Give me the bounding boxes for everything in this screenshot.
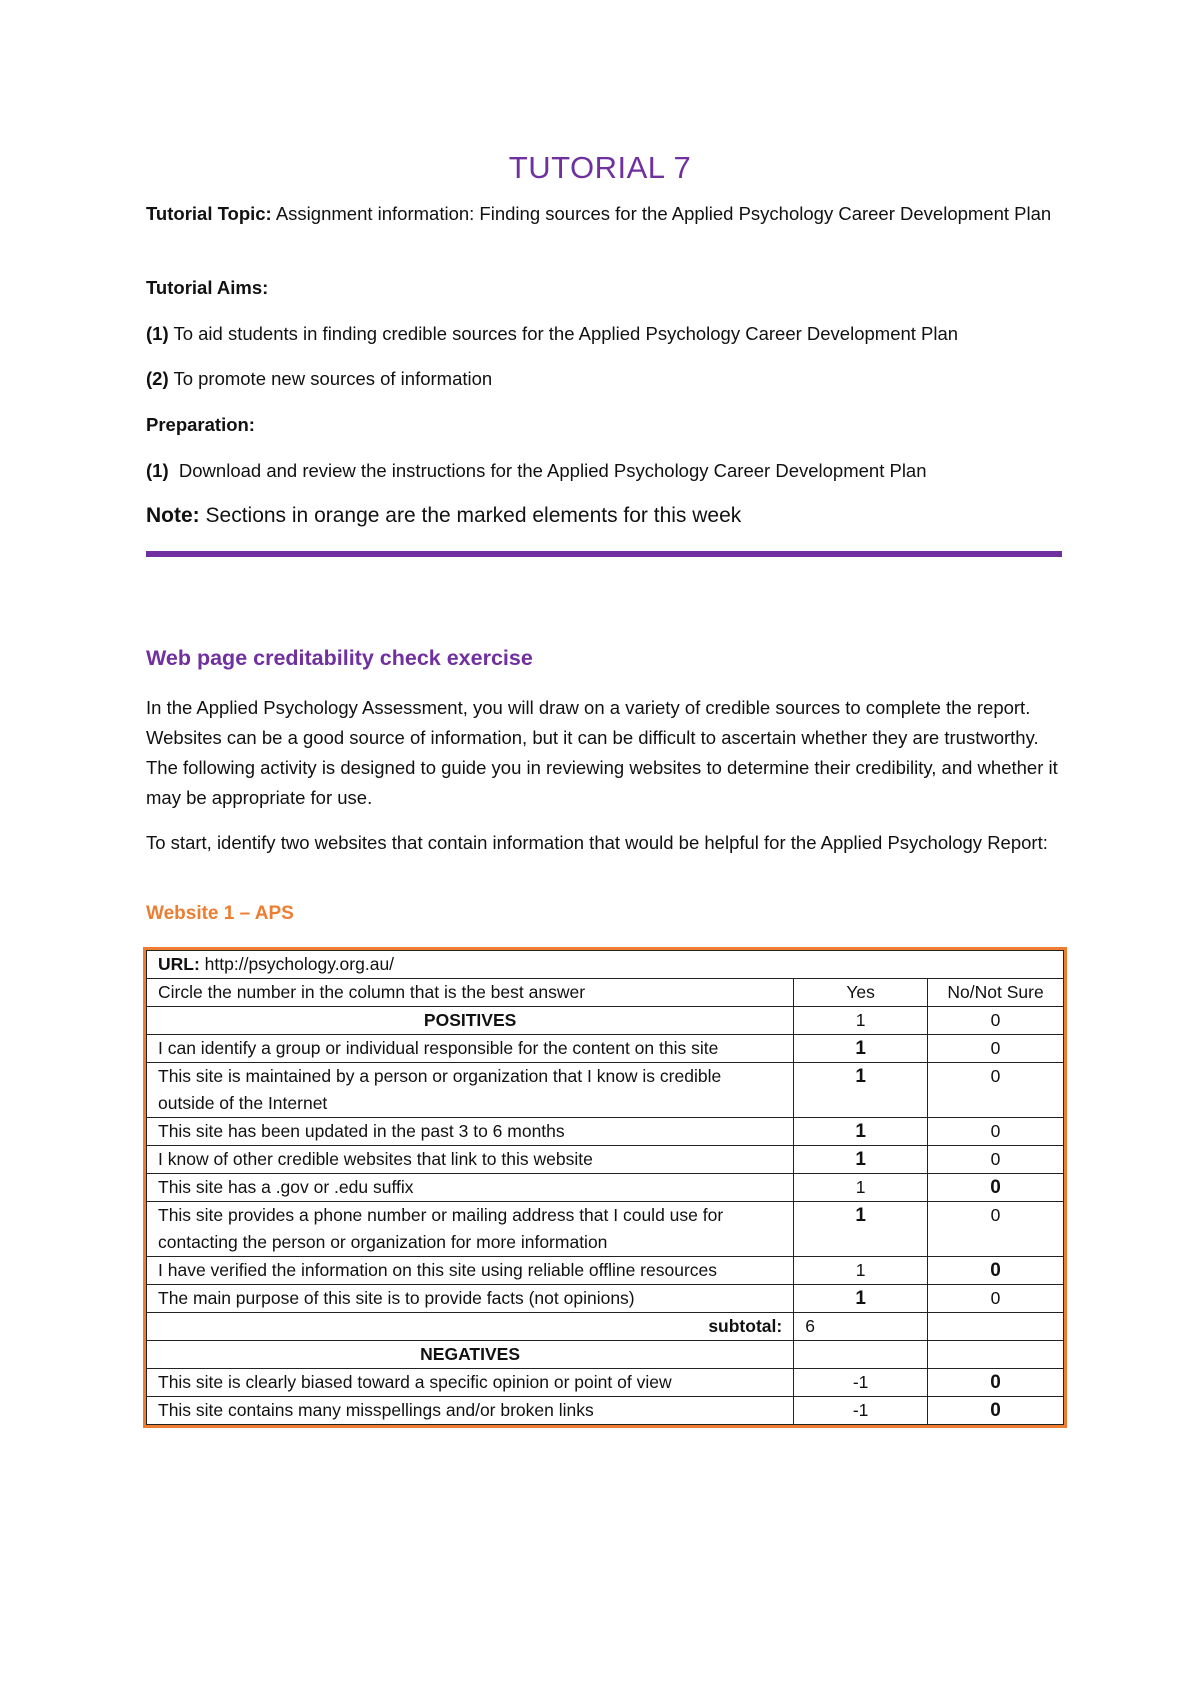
note-label: Note: xyxy=(146,504,200,527)
aim-number: (1) xyxy=(146,323,169,344)
topic-text: Assignment information: Finding sources for the Applied Psychology Career Development Plan xyxy=(275,203,1052,224)
note xyxy=(146,501,1066,531)
criterion-text xyxy=(147,1063,794,1118)
yes-value: 1 xyxy=(794,1118,928,1146)
yes-value: -1 xyxy=(794,1397,928,1425)
negatives-empty-yes xyxy=(794,1341,928,1369)
table-row xyxy=(147,1146,1064,1174)
no-value: 0 xyxy=(928,1035,1064,1063)
preparation-text: Download and review the instructions for the Applied Psychology Career Development Plan xyxy=(178,460,927,481)
table-row xyxy=(147,1118,1064,1146)
no-value: 0 xyxy=(928,1257,1064,1285)
negatives-empty-no xyxy=(928,1341,1064,1369)
no-value: 0 xyxy=(928,1174,1064,1202)
yes-value: 1 xyxy=(794,1007,928,1035)
preparation-heading xyxy=(146,410,1066,440)
yes-value: 1 xyxy=(794,1063,928,1118)
aim-text: To promote new sources of information xyxy=(173,368,493,389)
no-value: 0 xyxy=(928,1397,1064,1425)
criterion-text: This site contains many misspellings and/or broken links xyxy=(147,1397,794,1425)
positives-row xyxy=(147,1007,1064,1035)
preparation-number: (1) xyxy=(146,460,169,481)
criterion-text: I can identify a group or individual responsible for the content on this site xyxy=(147,1035,794,1063)
aims-heading xyxy=(146,273,1066,303)
no-value: 0 xyxy=(928,1146,1064,1174)
credibility-table xyxy=(146,950,1064,1425)
section-divider xyxy=(146,551,1062,557)
yes-value: 1 xyxy=(794,1146,928,1174)
instruction-cell: Circle the number in the column that is the best answer xyxy=(147,979,794,1007)
preparation-item-1 xyxy=(146,456,1066,486)
criterion-line: This site provides a phone number or mailing address that I could use for xyxy=(158,1205,724,1225)
yes-value: 1 xyxy=(794,1202,928,1257)
aim-item-1 xyxy=(146,319,1066,349)
criterion-text: The main purpose of this site is to provide facts (not opinions) xyxy=(147,1285,794,1313)
header-row xyxy=(147,979,1064,1007)
negatives-row xyxy=(147,1341,1064,1369)
yes-value: 1 xyxy=(794,1035,928,1063)
subtotal-value: 6 xyxy=(794,1313,928,1341)
criterion-text: This site has a .gov or .edu suffix xyxy=(147,1174,794,1202)
yes-value: 1 xyxy=(794,1174,928,1202)
table-row xyxy=(147,1397,1064,1425)
url-label: URL: xyxy=(158,954,200,974)
table-row xyxy=(147,1257,1064,1285)
table-row xyxy=(147,1035,1064,1063)
criterion-text: I know of other credible websites that link to this website xyxy=(147,1146,794,1174)
positives-label: POSITIVES xyxy=(147,1007,794,1035)
topic-label: Tutorial Topic: xyxy=(146,203,272,224)
criterion-text: I have verified the information on this site using reliable offline resources xyxy=(147,1257,794,1285)
yes-header: Yes xyxy=(794,979,928,1007)
website-heading: Website 1 – APS xyxy=(146,903,294,924)
table-row xyxy=(147,1369,1064,1397)
url-row xyxy=(147,951,1064,979)
aims-label: Tutorial Aims: xyxy=(146,277,269,298)
no-value: 0 xyxy=(928,1285,1064,1313)
no-value: 0 xyxy=(928,1202,1064,1257)
section-heading: Web page creditability check exercise xyxy=(146,646,533,670)
no-header: No/Not Sure xyxy=(928,979,1064,1007)
table-row xyxy=(147,1063,1064,1118)
preparation-label: Preparation: xyxy=(146,414,255,435)
tutorial-topic xyxy=(146,199,1066,229)
table-row xyxy=(147,1285,1064,1313)
no-value: 0 xyxy=(928,1118,1064,1146)
criterion-text xyxy=(147,1202,794,1257)
subtotal-label: subtotal: xyxy=(147,1313,794,1341)
intro-paragraph: In the Applied Psychology Assessment, you will draw on a variety of credible sources to complete the report. Websites can be a good source of information, but it can be difficult to ascertain whether they are trustworthy. The following activity is designed to guide you in reviewing websites to determine their credibility, and whether it may be appropriate for use. xyxy=(146,697,1058,808)
criterion-line: This site is maintained by a person or organization that I know is credible xyxy=(158,1066,722,1086)
page-title: TUTORIAL 7 xyxy=(508,150,692,185)
url-value: http://psychology.org.au/ xyxy=(204,954,395,974)
yes-value: 1 xyxy=(794,1257,928,1285)
subtotal-empty xyxy=(928,1313,1064,1341)
yes-value: -1 xyxy=(794,1369,928,1397)
no-value: 0 xyxy=(928,1369,1064,1397)
note-text: Sections in orange are the marked elements for this week xyxy=(205,504,742,527)
aim-text: To aid students in finding credible sources for the Applied Psychology Career Development Plan xyxy=(173,323,959,344)
no-value: 0 xyxy=(928,1063,1064,1118)
yes-value: 1 xyxy=(794,1285,928,1313)
aim-number: (2) xyxy=(146,368,169,389)
instruction-paragraph: To start, identify two websites that contain information that would be helpful for the Applied Psychology Report: xyxy=(146,832,1048,853)
criterion-text: This site is clearly biased toward a specific opinion or point of view xyxy=(147,1369,794,1397)
criterion-line: outside of the Internet xyxy=(158,1093,328,1113)
subtotal-row xyxy=(147,1313,1064,1341)
negatives-label: NEGATIVES xyxy=(147,1341,794,1369)
criterion-text: This site has been updated in the past 3 to 6 months xyxy=(147,1118,794,1146)
criterion-line: contacting the person or organization for more information xyxy=(158,1232,608,1252)
table-row xyxy=(147,1202,1064,1257)
table-row xyxy=(147,1174,1064,1202)
aim-item-2 xyxy=(146,364,1066,394)
no-value: 0 xyxy=(928,1007,1064,1035)
